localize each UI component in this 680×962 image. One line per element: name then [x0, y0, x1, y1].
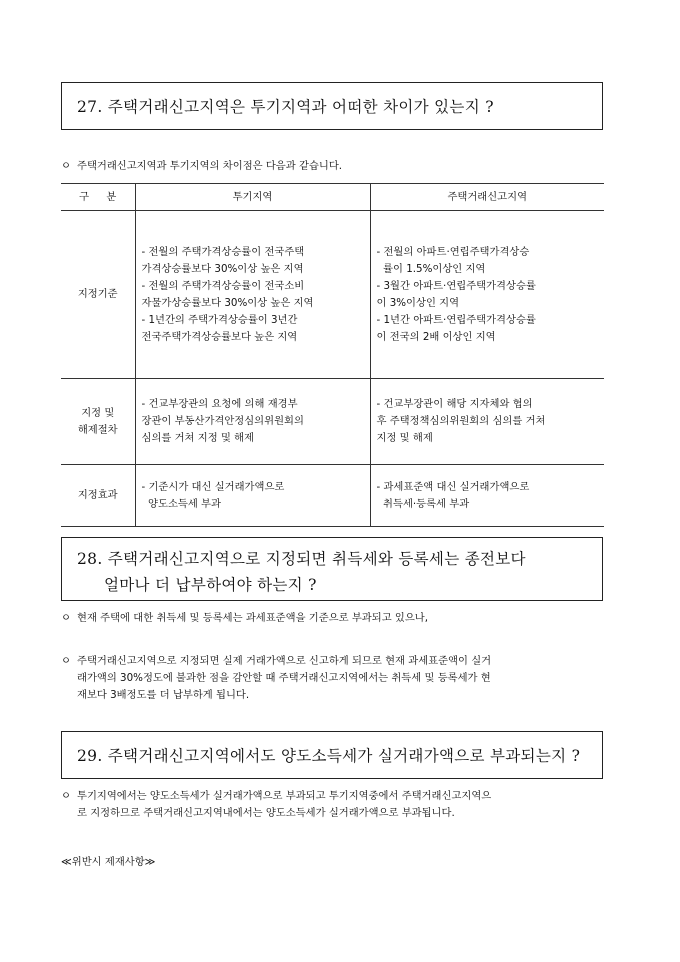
question-29-box: [61, 731, 603, 779]
header-housing-report-area: 주택거래신고지역: [370, 184, 604, 211]
bullet-icon: ㅇ: [61, 790, 71, 802]
bullet-icon: ㅇ: [61, 655, 71, 667]
comparison-table: [61, 183, 604, 527]
q28-bullet-1: ㅇ 현재 주택에 대한 취득세 및 등록세는 과세표준액을 기준으로 부과되고 있으나,: [61, 610, 626, 627]
question-29-title: 29. 주택거래신고지역에서도 양도소득세가 실거래가액으로 부과되는지 ?: [77, 747, 581, 765]
row-label: 지정 및 해제절차: [61, 379, 135, 465]
row-label: 지정기준: [61, 211, 135, 379]
bullet-icon: ㅇ: [61, 160, 71, 172]
bullet-icon: ㅇ: [61, 612, 71, 624]
question-28-title-line1: 28. 주택거래신고지역으로 지정되면 취득세와 등록세는 종전보다: [77, 550, 526, 568]
q27-intro: ㅇ 주택거래신고지역과 투기지역의 차이점은 다음과 같습니다.: [61, 158, 626, 175]
header-speculation-area: 투기지역: [135, 184, 370, 211]
question-28-title-line2: 얼마나 더 납부하여야 하는지 ?: [104, 576, 317, 594]
row-label: 지정효과: [61, 465, 135, 527]
question-27-title: 27. 주택거래신고지역은 투기지역과 어떠한 차이가 있는지 ?: [77, 98, 494, 116]
table-row: [61, 465, 604, 527]
q28-bullet-2: ㅇ 주택거래신고지역으로 지정되면 실제 거래가액으로 신고하게 되므로 현재 과세표준액이 실거 래가액의 30%정도에 불과한 점을 감안할 때 주택거래신고지역에서는 취득세 및 등록세가 현 재보다 3배정도를 더 납부하게 됩니다.: [61, 653, 626, 704]
row-cell-housing: - 과세표준액 대신 실거래가액으로 취득세·등록세 부과: [370, 465, 604, 527]
table-row: [61, 211, 604, 379]
row-cell-speculation: - 기준시가 대신 실거래가액으로 양도소득세 부과: [135, 465, 370, 527]
question-28-box: [61, 537, 603, 601]
row-cell-speculation: - 건교부장관의 요청에 의해 재경부 장관이 부동산가격안정심의위원회의 심의를 거쳐 지정 및 해제: [135, 379, 370, 465]
row-cell-housing: - 전월의 아파트·연립주택가격상승 률이 1.5%이상인 지역 - 3월간 아파트·연립주택가격상승률 이 3%이상인 지역 - 1년간 아파트·연립주택가격상승률 이 전국의 2배 이상인 지역: [370, 211, 604, 379]
header-division: 구 분: [61, 184, 135, 211]
row-cell-housing: - 건교부장관이 해당 지자체와 협의 후 주택정책심의위원회의 심의를 거쳐 지정 및 해제: [370, 379, 604, 465]
section-footer-heading: ≪위반시 제재사항≫: [61, 856, 156, 868]
q29-bullet-1: ㅇ 투기지역에서는 양도소득세가 실거래가액으로 부과되고 투기지역중에서 주택거래신고지역으 로 지정하므로 주택거래신고지역내에서는 양도소득세가 실거래가액으로 부과됩니다.: [61, 788, 626, 822]
row-cell-speculation: - 전월의 주택가격상승률이 전국주택 가격상승률보다 30%이상 높은 지역 - 전월의 주택가격상승률이 전국소비 자물가상승률보다 30%이상 높은 지역 - 1년간의 주택가격상승률이 3년간 전국주택가격상승률보다 높은 지역: [135, 211, 370, 379]
question-27-box: [61, 82, 603, 130]
table-row: [61, 379, 604, 465]
table-header-row: [61, 184, 604, 211]
